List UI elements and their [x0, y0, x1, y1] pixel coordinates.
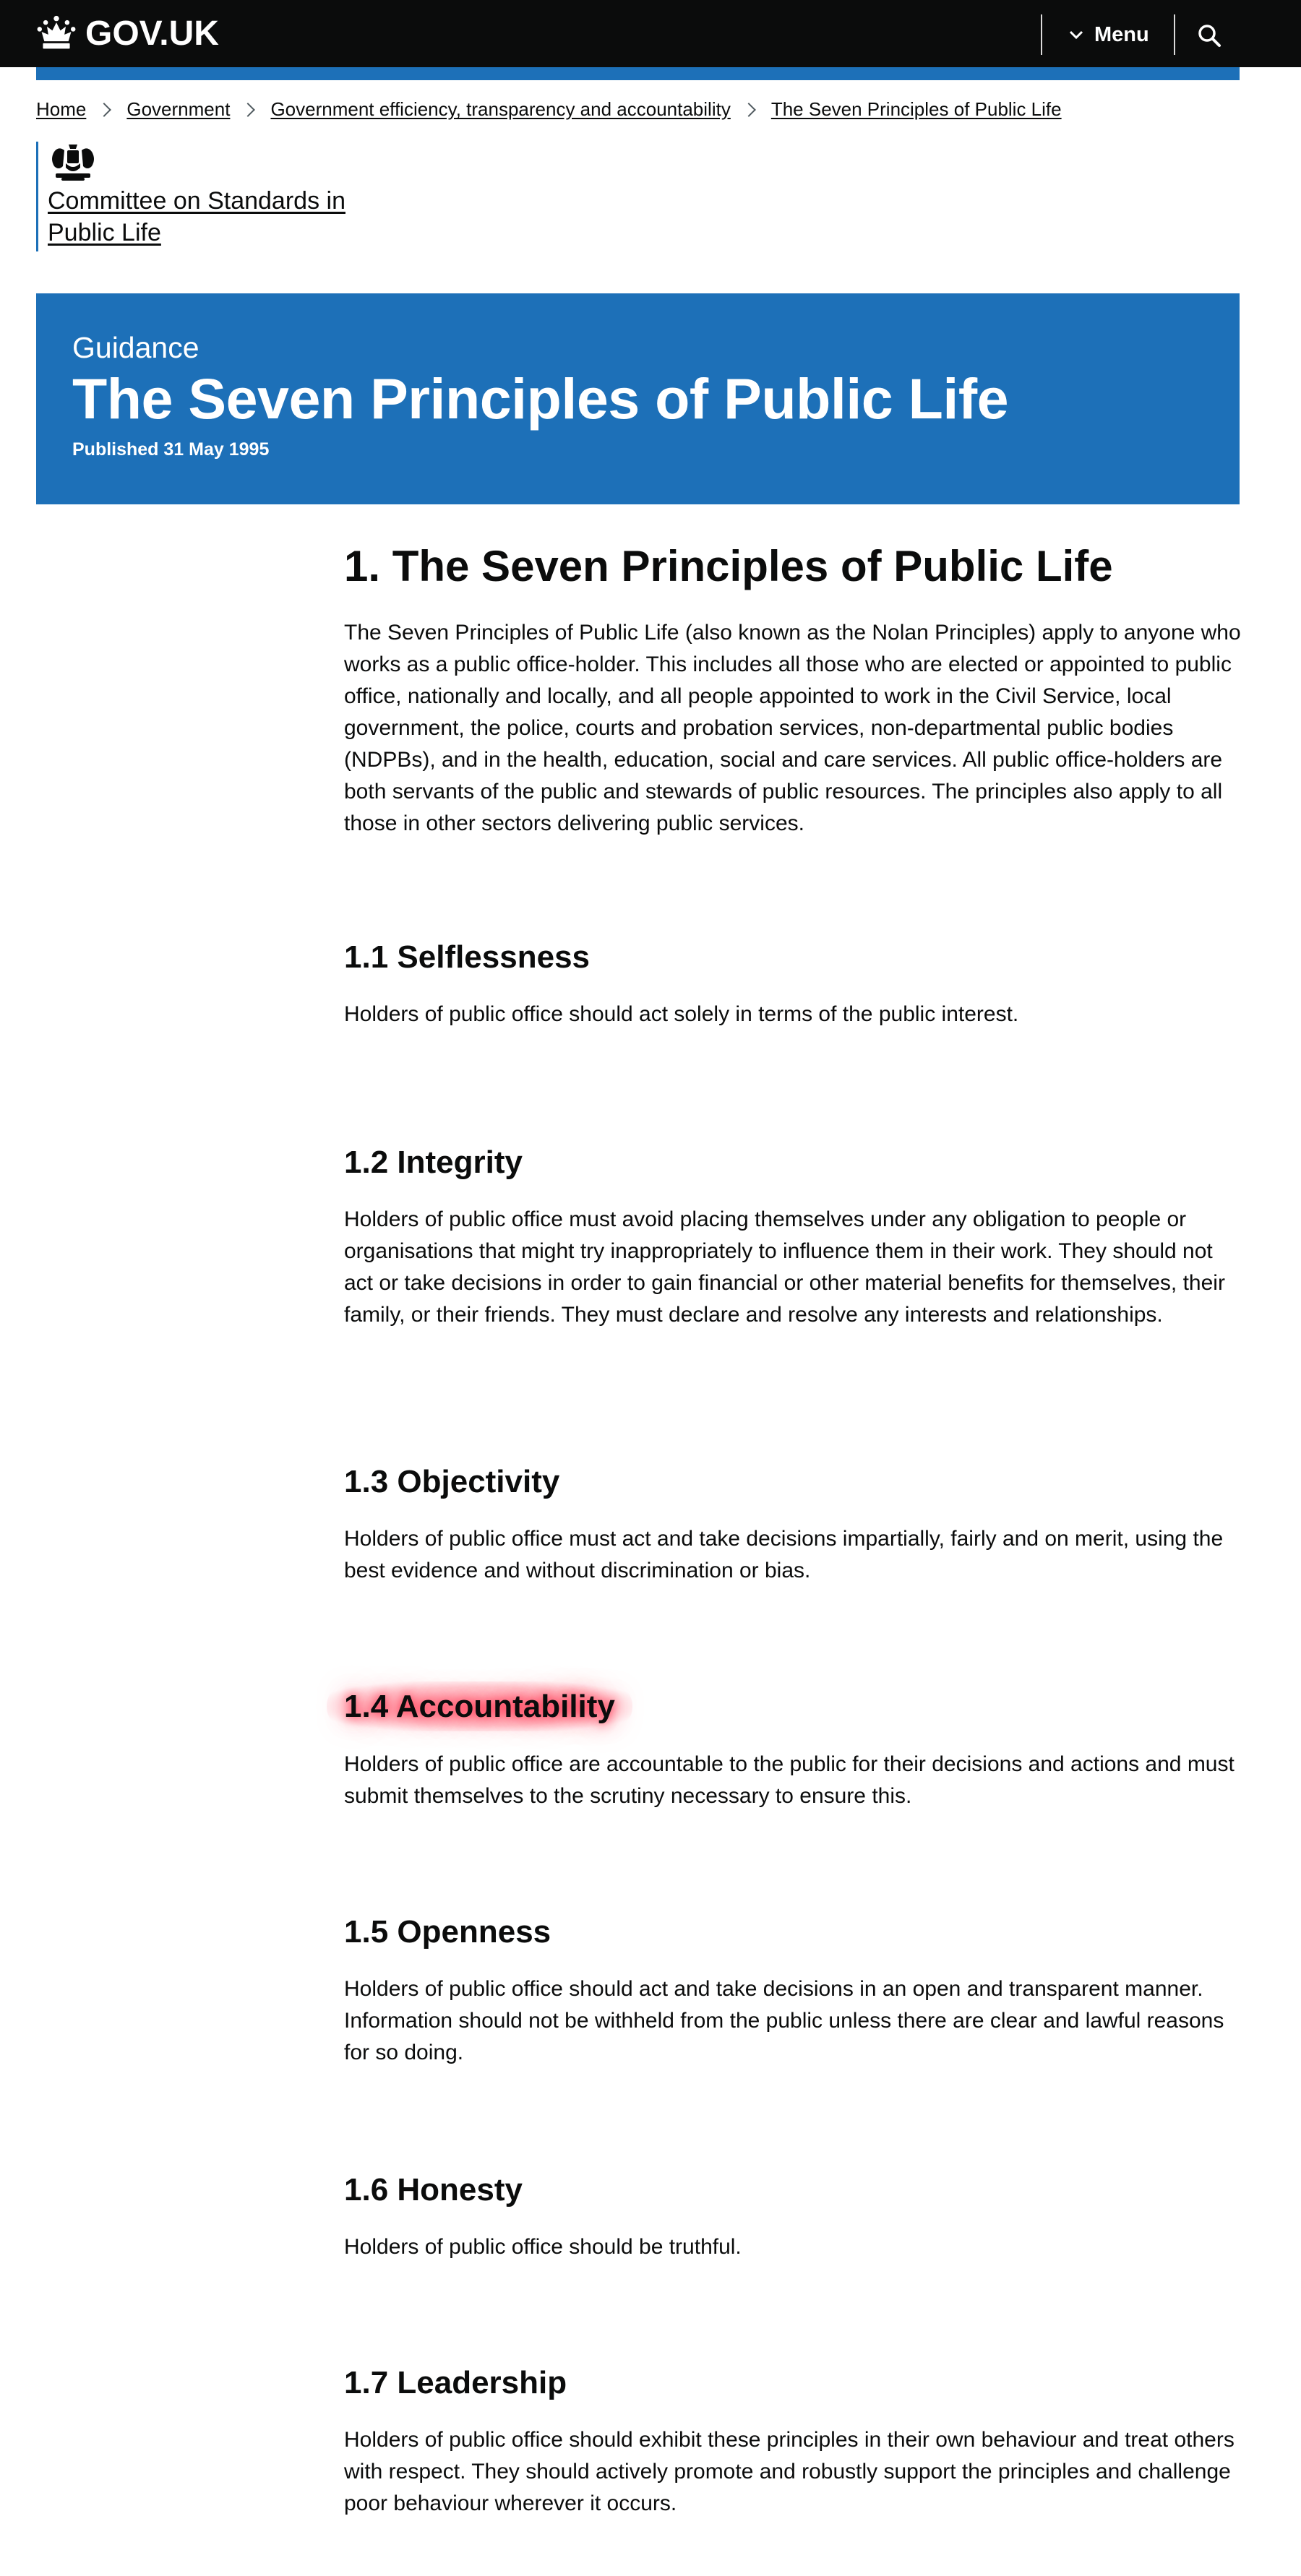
section-heading-honesty: 1.6 Honesty — [344, 2172, 523, 2207]
section-heading-objectivity: 1.3 Objectivity — [344, 1464, 560, 1499]
title-banner — [36, 293, 1240, 504]
section-heading-openness: 1.5 Openness — [344, 1914, 551, 1950]
header-divider — [1041, 14, 1042, 55]
search-button[interactable] — [1191, 17, 1227, 53]
published-date: Published 31 May 1995 — [72, 439, 270, 460]
header-divider — [1174, 14, 1175, 55]
govuk-logo-link[interactable] — [36, 13, 219, 53]
section-heading-selflessness: 1.1 Selflessness — [344, 939, 591, 975]
breadcrumb-government[interactable]: Government — [126, 98, 231, 120]
section-text-objectivity: Holders of public office must act and take decisions impartially, fairly and on merit, using the best evidence and without discrimination or bias. — [344, 1527, 1224, 1582]
organisation-name-line1: Committee on Standards in — [48, 187, 345, 215]
section-text-selflessness: Holders of public office should act solely in terms of the public interest. — [344, 1002, 1019, 1026]
header-blue-stripe — [36, 67, 1240, 80]
highlighted-heading-accountability: 1.4 Accountability — [327, 1681, 632, 1731]
document-type-caption: Guidance — [72, 331, 199, 364]
section-text-leadership: Holders of public office should exhibit these principles in their own behaviour and treat others with respect. They should actively promote and robustly support the principles and challenge poor behaviour wherever it occurs. — [344, 2428, 1235, 2515]
coat-of-arms-icon — [47, 142, 99, 185]
section-text-accountability: Holders of public office are accountable to the public for their decisions and actions and must submit themselves to the scrutiny necessary to ensure this. — [344, 1752, 1235, 1808]
section-text-openness: Holders of public office should act and take decisions in an open and transparent manner. Information should not be withheld from the public unless there are clear and lawful reasons for so doing. — [344, 1977, 1224, 2064]
breadcrumb-separator-icon — [742, 103, 756, 117]
main-section-heading: 1. The Seven Principles of Public Life — [344, 542, 1113, 590]
govuk-logo-text: GOV.UK — [85, 14, 219, 53]
organisation-name-line2: Public Life — [48, 219, 161, 246]
page-title: The Seven Principles of Public Life — [72, 366, 1009, 431]
breadcrumb-separator-icon — [97, 103, 111, 117]
menu-button[interactable] — [1068, 17, 1149, 52]
search-icon — [1196, 22, 1222, 48]
section-heading-accountability — [344, 1691, 632, 1723]
intro-paragraph: The Seven Principles of Public Life (also known as the Nolan Principles) apply to anyone who works as a public office-holder. This includes all those who are elected or appointed to public office, nationally and locally, and all people appointed to work in the Civil Service, local government, the police, courts and probation services, non-departmental public bodies (NDPBs), and in the health, education, social and care services. All public office-holders are both servants of the public and stewards of public resources. The principles also apply to all those in other sectors delivering public services. — [344, 621, 1241, 835]
chevron-down-icon — [1068, 27, 1084, 43]
crown-icon — [36, 14, 77, 52]
breadcrumb — [36, 98, 1062, 121]
breadcrumb-seven-principles[interactable]: The Seven Principles of Public Life — [770, 98, 1062, 120]
section-text-honesty: Holders of public office should be truthful. — [344, 2235, 742, 2259]
section-heading-integrity: 1.2 Integrity — [344, 1145, 523, 1180]
breadcrumb-separator-icon — [241, 103, 256, 117]
breadcrumb-home[interactable]: Home — [36, 98, 87, 120]
site-header — [0, 0, 1301, 67]
section-heading-leadership: 1.7 Leadership — [344, 2365, 567, 2400]
breadcrumb-government-efficiency[interactable]: Government efficiency, transparency and accountability — [270, 98, 731, 120]
menu-label: Menu — [1094, 22, 1149, 46]
section-text-integrity: Holders of public office must avoid placing themselves under any obligation to people or organisations that might try inappropriately to influence them in their work. They should not act or take decisions in order to gain financial or other material benefits for themselves, their family, or their friends. They must declare and resolve any interests and relationships. — [344, 1207, 1225, 1327]
organisation-logo — [36, 142, 345, 251]
organisation-name-link[interactable] — [48, 185, 366, 249]
